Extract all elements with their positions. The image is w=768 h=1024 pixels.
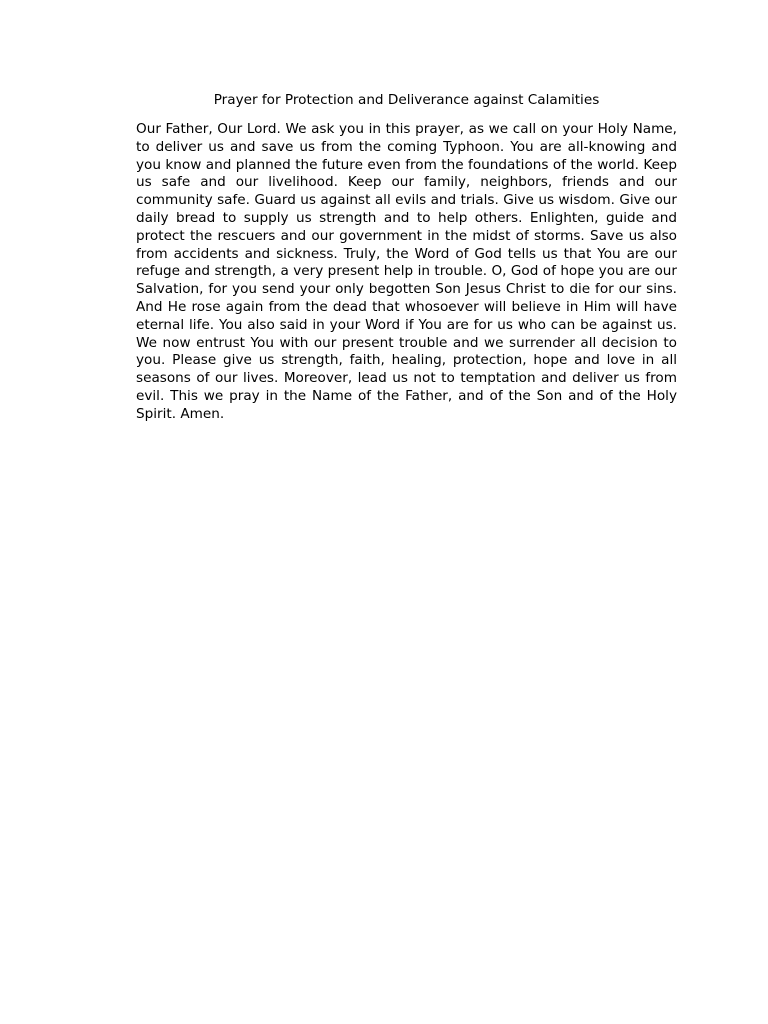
document-body: Our Father, Our Lord. We ask you in this prayer, as we call on your Holy Name, to deliver us and save us from the coming Typhoon. You are all-knowing and you know and planned the future even from the foundations of the world. Keep us safe and our livelihood. Keep our family, neighbors, friends and our community safe. Guard us against all evils and trials. Give us wisdom. Give our daily bread to supply us strength and to help others. Enlighten, guide and protect the rescuers and our government in the midst of storms. Save us also from accidents and sickness. Truly, the Word of God tells us that You are our refuge and strength, a very present help in trouble. O, God of hope you are our Salvation, for you send your only begotten Son Jesus Christ to die for our sins. And He rose again from the dead that whosoever will believe in Him will have eternal life. You also said in your Word if You are for us who can be against us. We now entrust You with our present trouble and we surrender all decision to you. Please give us strength, faith, healing, protection, hope and love in all seasons of our lives. Moreover, lead us not to temptation and deliver us from evil. This we pray in the Name of the Father, and of the Son and of the Holy Spirit. Amen.: [136, 121, 677, 422]
document-title: Prayer for Protection and Deliverance against Calamities: [213, 92, 600, 108]
